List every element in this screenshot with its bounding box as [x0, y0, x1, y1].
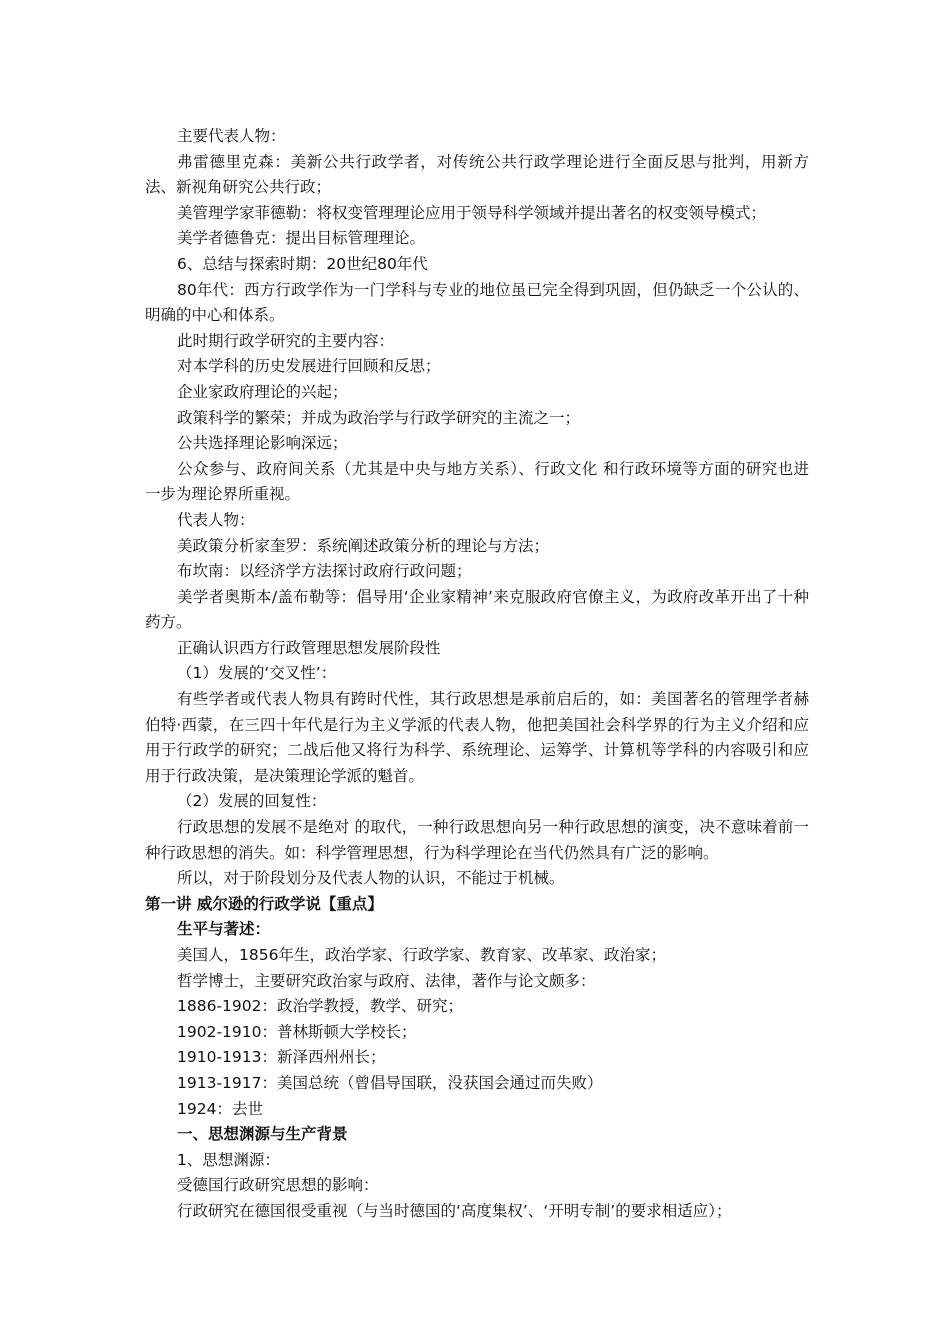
document-body	[145, 124, 809, 1225]
paragraph: 美管理学家菲德勒：将权变管理理论应用于领导科学领域并提出著名的权变领导模式；	[177, 203, 767, 222]
paragraph: （2）发展的回复性：	[177, 792, 327, 811]
paragraph: 此时期行政学研究的主要内容：	[177, 331, 395, 350]
paragraph: 行政研究在德国很受重视（与当时德国的‘高度集权’、‘开明专制’的要求相适应）；	[177, 1201, 732, 1220]
paragraph: 弗雷德里克森：美新公共行政学者，对传统公共行政学理论进行全面反思与批判，用新方法、新视角研究公共行政；	[145, 152, 809, 197]
paragraph: 主要代表人物：	[177, 127, 286, 145]
paragraph: 80年代：西方行政学作为一门学科与专业的地位虽已完全得到巩固，但仍缺乏一个公认的、明确的中心和体系。	[145, 280, 809, 325]
paragraph: （1）发展的‘交叉性’：	[177, 664, 337, 683]
paragraph: 1886-1902：政治学教授，教学、研究；	[177, 997, 463, 1016]
paragraph: 美学者德鲁克：提出目标管理理论。	[177, 229, 426, 248]
paragraph: 公众参与、政府间关系（尤其是中央与地方关系）、行政文化 和行政环境等方面的研究也进一步为理论界所重视。	[145, 459, 809, 504]
paragraph: 1910-1913：新泽西州州长；	[177, 1048, 386, 1067]
paragraph: 代表人物：	[177, 510, 255, 529]
paragraph: 布坎南：以经济学方法探讨政府行政问题；	[177, 562, 472, 581]
paragraph: 1913-1917：美国总统（曾倡导国联，没获国会通过而失败）	[177, 1073, 603, 1092]
paragraph: 1902-1910：普林斯顿大学校长；	[177, 1022, 417, 1041]
paragraph: 所以，对于阶段划分及代表人物的认识，不能过于机械。	[177, 869, 565, 888]
section-heading: 一、思想渊源与生产背景	[177, 1125, 348, 1144]
paragraph: 1924：去世	[177, 1099, 263, 1118]
paragraph: 有些学者或代表人物具有跨时代性，其行政思想是承前启后的，如：美国著名的管理学者赫伯特·西蒙，在三四十年代是行为主义学派的代表人物，他把美国社会科学界的行为主义介绍和应用于行政学的研究；二战后他又将行为科学、系统理论、运筹学、计算机等学科的内容吸引和应用于行政决策，是决策理论学派的魁首。	[145, 690, 809, 785]
paragraph: 6、总结与探索时期：20世纪80年代	[177, 254, 428, 273]
paragraph: 1、思想渊源：	[177, 1150, 280, 1169]
paragraph: 美政策分析家奎罗：系统阐述政策分析的理论与方法；	[177, 536, 550, 555]
paragraph: 哲学博士，主要研究政治家与政府、法律，著作与论文颇多：	[177, 971, 596, 990]
paragraph: 行政思想的发展不是绝对 的取代，一种行政思想向另一种行政思想的演变，决不意味着前一种行政思想的消失。如：科学管理思想，行为科学理论在当代仍然具有广泛的影响。	[145, 818, 809, 862]
paragraph: 对本学科的历史发展进行回顾和反思；	[177, 357, 441, 376]
lecture-heading: 第一讲 威尔逊的行政学说【重点】	[145, 894, 383, 913]
paragraph: 正确认识西方行政管理思想发展阶段性	[177, 638, 441, 657]
paragraph: 政策科学的繁荣；并成为政治学与行政学研究的主流之一；	[177, 408, 581, 427]
paragraph: 企业家政府理论的兴起；	[177, 382, 348, 401]
paragraph: 受德国行政研究思想的影响：	[177, 1176, 379, 1195]
paragraph: 美国人，1856年生，政治学家、行政学家、教育家、改革家、政治家；	[177, 946, 666, 964]
section-heading: 生平与著述：	[177, 920, 271, 939]
paragraph: 公共选择理论影响深远；	[177, 434, 348, 453]
paragraph: 美学者奥斯本/盖布勒等：倡导用‘企业家精神’来克服政府官僚主义，为政府改革开出了十种药方。	[145, 587, 809, 632]
